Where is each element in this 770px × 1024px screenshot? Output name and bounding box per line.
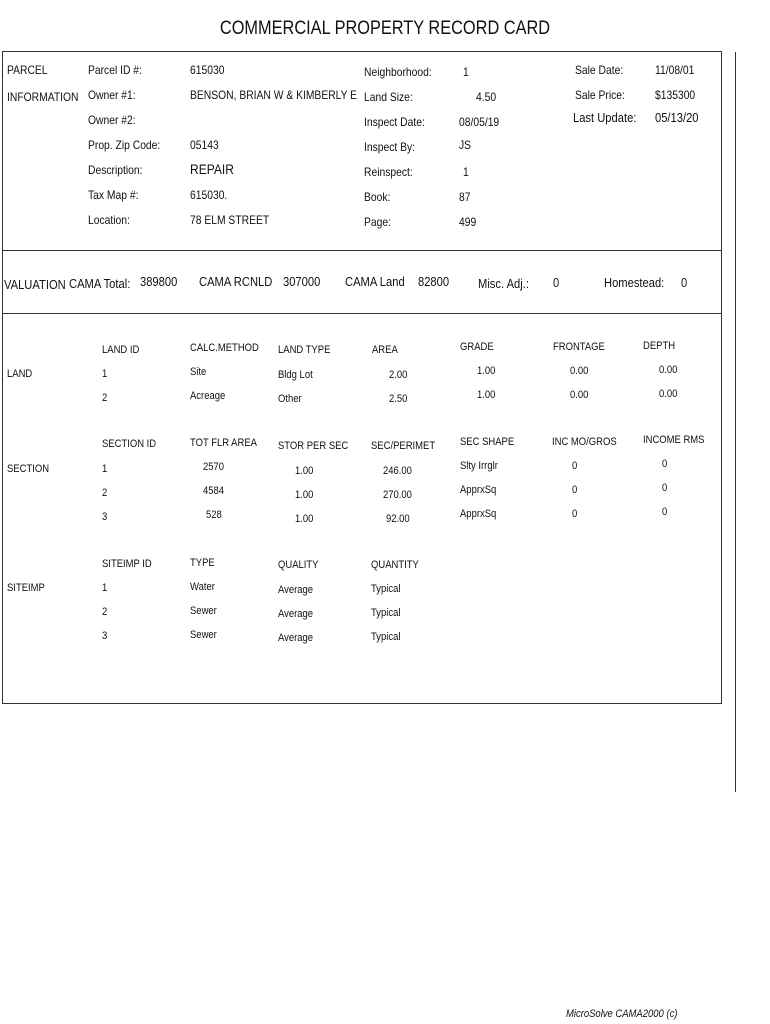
information-section-label: INFORMATION <box>7 90 79 104</box>
sale-date-label: Sale Date: <box>575 63 624 77</box>
type-cell: Sewer <box>190 629 217 641</box>
sec-perimet-cell: 92.00 <box>386 513 410 525</box>
parcel-id-label: Parcel ID #: <box>88 63 142 77</box>
section-id-cell: 3 <box>102 511 108 523</box>
details-box <box>2 313 722 704</box>
siteimp-id-cell: 1 <box>102 582 108 594</box>
grade-cell: 1.00 <box>477 389 496 401</box>
sec-shape-cell: Slty Irrglr <box>460 460 498 472</box>
frontage-cell: 0.00 <box>570 389 589 401</box>
cama-total-value: 389800 <box>140 274 178 289</box>
tax-map-label: Tax Map #: <box>88 188 139 202</box>
quantity-cell: Typical <box>371 583 401 595</box>
income-rms-cell: 0 <box>662 458 668 470</box>
siteimp-section-label: SITEIMP <box>7 582 45 594</box>
area-cell: 2.50 <box>389 393 408 405</box>
sale-date-value: 11/08/01 <box>655 63 695 77</box>
siteimp-header-siteimp-id: SITEIMP ID <box>102 558 152 570</box>
footer-credit: MicroSolve CAMA2000 (c) <box>566 1008 678 1020</box>
homestead-value: 0 <box>681 275 688 290</box>
description-label: Description: <box>88 163 143 177</box>
land-size-label: Land Size: <box>364 90 413 104</box>
frontage-cell: 0.00 <box>570 365 589 377</box>
type-cell: Sewer <box>190 605 217 617</box>
type-cell: Water <box>190 581 215 593</box>
quality-cell: Average <box>278 608 314 620</box>
homestead-label: Homestead: <box>604 275 665 290</box>
tax-map-value: 615030. <box>190 188 228 202</box>
parcel-section-label: PARCEL <box>7 63 48 77</box>
depth-cell: 0.00 <box>659 388 678 400</box>
cama-land-label: CAMA Land <box>345 274 405 289</box>
land-header-area: AREA <box>372 344 398 356</box>
inspect-date-label: Inspect Date: <box>364 115 425 129</box>
stor-per-sec-cell: 1.00 <box>295 513 314 525</box>
inc-mo-gros-cell: 0 <box>572 460 578 472</box>
siteimp-header-type: TYPE <box>190 557 215 569</box>
reinspect-value: 1 <box>463 165 469 179</box>
area-cell: 2.00 <box>389 369 408 381</box>
misc-adj-label: Misc. Adj.: <box>478 276 529 291</box>
siteimp-id-cell: 2 <box>102 606 108 618</box>
owner1-value: BENSON, BRIAN W & KIMBERLY E <box>190 88 358 102</box>
page-value: 499 <box>459 215 477 229</box>
sale-price-label: Sale Price: <box>575 88 625 102</box>
sec-perimet-cell: 270.00 <box>383 489 412 501</box>
quantity-cell: Typical <box>371 607 401 619</box>
land-header-grade: GRADE <box>460 341 494 353</box>
tot-flr-area-cell: 528 <box>206 509 222 521</box>
land-header-land-id: LAND ID <box>102 344 140 356</box>
page-label: Page: <box>364 215 391 229</box>
section-id-cell: 1 <box>102 463 108 475</box>
section-header-inc-mo-gros: INC MO/GROS <box>552 436 617 448</box>
tot-flr-area-cell: 2570 <box>203 461 225 473</box>
land-id-cell: 1 <box>102 368 108 380</box>
tot-flr-area-cell: 4584 <box>203 485 225 497</box>
misc-adj-value: 0 <box>553 275 560 290</box>
depth-cell: 0.00 <box>659 364 678 376</box>
section-header-section-id: SECTION ID <box>102 438 157 450</box>
quality-cell: Average <box>278 584 314 596</box>
last-update-label: Last Update: <box>573 110 637 125</box>
section-header-sec-shape: SEC SHAPE <box>460 436 515 448</box>
land-header-depth: DEPTH <box>643 340 676 352</box>
sec-shape-cell: ApprxSq <box>460 484 497 496</box>
sec-shape-cell: ApprxSq <box>460 508 497 520</box>
quality-cell: Average <box>278 632 314 644</box>
land-size-value: 4.50 <box>476 90 497 104</box>
calc-method-cell: Site <box>190 366 207 378</box>
section-id-cell: 2 <box>102 487 108 499</box>
land-header-calc-method: CALC.METHOD <box>190 342 259 354</box>
cama-total-label: CAMA Total: <box>69 276 131 291</box>
section-header-stor-per-sec: STOR PER SEC <box>278 440 349 452</box>
land-id-cell: 2 <box>102 392 108 404</box>
income-rms-cell: 0 <box>662 506 668 518</box>
inspect-by-value: JS <box>459 138 472 152</box>
last-update-value: 05/13/20 <box>655 110 699 125</box>
land-type-cell: Other <box>278 393 302 405</box>
cama-rcnld-label: CAMA RCNLD <box>199 274 273 289</box>
valuation-section-label: VALUATION <box>4 277 66 292</box>
cama-rcnld-value: 307000 <box>283 274 321 289</box>
inc-mo-gros-cell: 0 <box>572 508 578 520</box>
owner2-label: Owner #2: <box>88 113 136 127</box>
quantity-cell: Typical <box>371 631 401 643</box>
siteimp-header-quantity: QUANTITY <box>371 559 419 571</box>
page-title: COMMERCIAL PROPERTY RECORD CARD <box>219 18 551 39</box>
stor-per-sec-cell: 1.00 <box>295 465 314 477</box>
location-value: 78 ELM STREET <box>190 213 270 227</box>
siteimp-id-cell: 3 <box>102 630 108 642</box>
section-header-sec-perimet: SEC/PERIMET <box>371 440 436 452</box>
cama-land-value: 82800 <box>418 274 450 289</box>
section-section-label: SECTION <box>7 463 50 475</box>
inc-mo-gros-cell: 0 <box>572 484 578 496</box>
zip-code-value: 05143 <box>190 138 219 152</box>
calc-method-cell: Acreage <box>190 390 226 402</box>
book-label: Book: <box>364 190 391 204</box>
location-label: Location: <box>88 213 130 227</box>
right-margin-line <box>735 52 736 792</box>
grade-cell: 1.00 <box>477 365 496 377</box>
siteimp-header-quality: QUALITY <box>278 559 319 571</box>
inspect-by-label: Inspect By: <box>364 140 416 154</box>
zip-code-label: Prop. Zip Code: <box>88 138 161 152</box>
inspect-date-value: 08/05/19 <box>459 115 500 129</box>
land-section-label: LAND <box>7 368 33 380</box>
sec-perimet-cell: 246.00 <box>383 465 412 477</box>
land-header-land-type: LAND TYPE <box>278 344 331 356</box>
sale-price-value: $135300 <box>655 88 696 102</box>
land-type-cell: Bldg Lot <box>278 369 313 381</box>
neighborhood-label: Neighborhood: <box>364 65 432 79</box>
book-value: 87 <box>459 190 471 204</box>
parcel-id-value: 615030 <box>190 63 225 77</box>
section-header-tot-flr-area: TOT FLR AREA <box>190 437 257 449</box>
stor-per-sec-cell: 1.00 <box>295 489 314 501</box>
owner1-label: Owner #1: <box>88 88 136 102</box>
income-rms-cell: 0 <box>662 482 668 494</box>
neighborhood-value: 1 <box>463 65 469 79</box>
description-value: REPAIR <box>190 161 234 177</box>
section-header-income-rms: INCOME RMS <box>643 434 705 446</box>
land-header-frontage: FRONTAGE <box>553 341 605 353</box>
reinspect-label: Reinspect: <box>364 165 413 179</box>
